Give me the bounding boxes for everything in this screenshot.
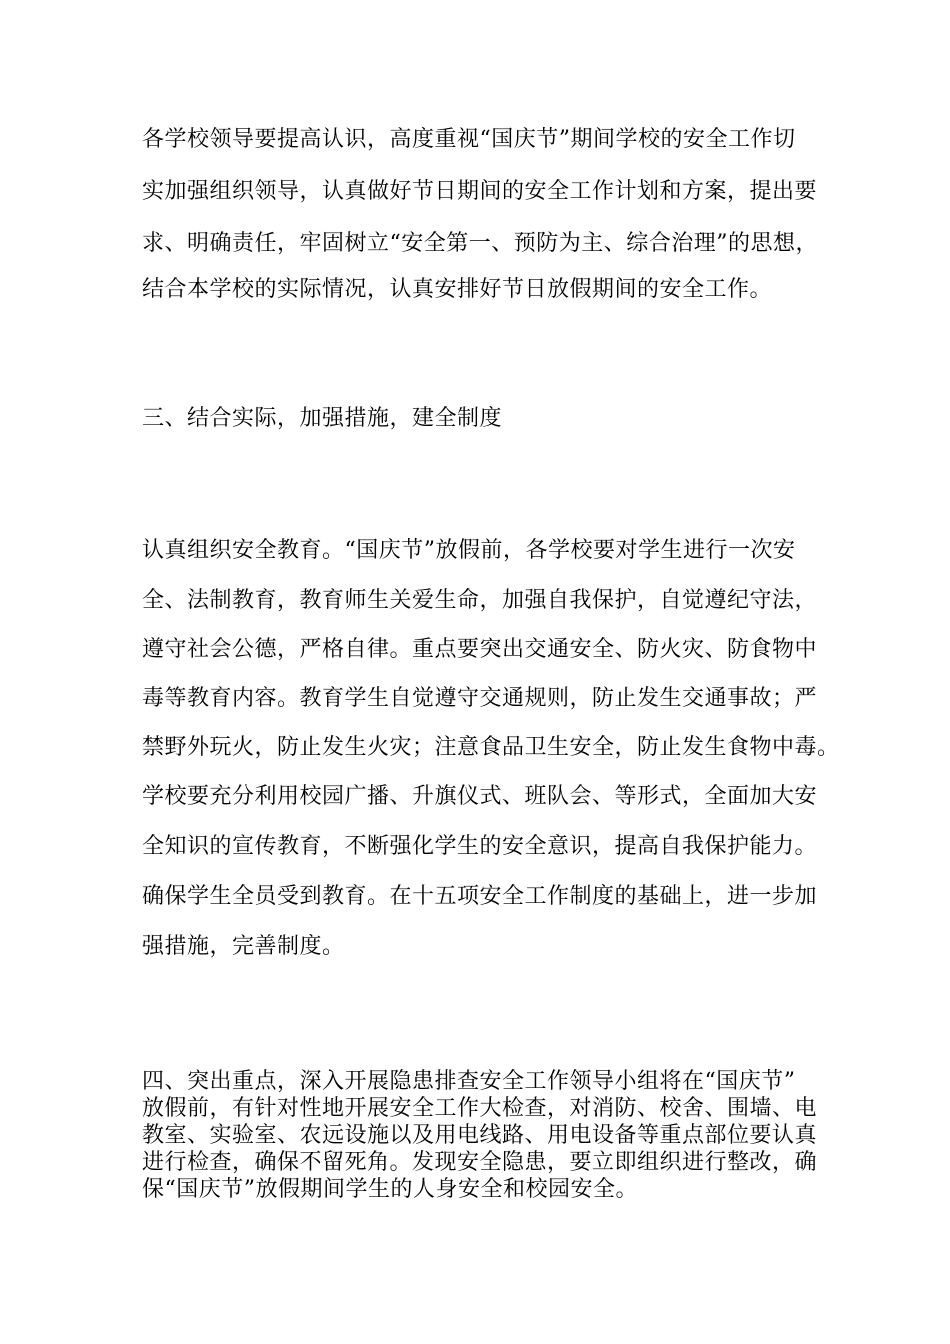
paragraph-1-line-1: 各学校领导要提高认识，高度重视“国庆节”期间学校的安全工作切 [142,127,796,152]
paragraph-2-line-3: 遵守社会公德，严格自律。重点要突出交通安全、防火灾、防食物中 [142,637,818,662]
paragraph-3-line-4: 进行检查，确保不留死角。发现安全隐患，要立即组织进行整改，确 [142,1150,818,1175]
paragraph-1-line-2: 实加强组织领导，认真做好节日期间的安全工作计划和方案，提出要 [142,179,818,204]
paragraph-2-line-2: 全、法制教育，教育师生关爱生命，加强自我保护，自觉遵纪守法， [142,588,818,613]
paragraph-2-line-4: 毒等教育内容。教育学生自觉遵守交通规则，防止发生交通事故；严 [142,686,818,711]
paragraph-2-line-1: 认真组织安全教育。“国庆节”放假前，各学校要对学生进行一次安 [142,538,796,563]
paragraph-3-line-1: 四、突出重点，深入开展隐患排查安全工作领导小组将在“国庆节” [142,1069,796,1094]
paragraph-1-line-4: 结合本学校的实际情况，认真安排好节日放假期间的安全工作。 [142,277,773,302]
paragraph-2-line-8: 确保学生全员受到教育。在十五项安全工作制度的基础上，进一步加 [142,884,818,909]
paragraph-3-line-5: 保“国庆节”放假期间学生的人身安全和校园安全。 [142,1177,638,1202]
paragraph-3-line-2: 放假前，有针对性地开展安全工作大检查，对消防、校舍、围墙、电 [142,1096,818,1121]
paragraph-2-line-7: 全知识的宣传教育，不断强化学生的安全意识，提高自我保护能力。 [142,834,818,859]
paragraph-2-line-6: 学校要充分利用校园广播、升旗仪式、班队会、等形式，全面加大安 [142,784,818,809]
section-heading-3: 三、结合实际，加强措施，建全制度 [142,406,503,431]
paragraph-2-line-9: 强措施，完善制度。 [142,934,345,959]
paragraph-1-line-3: 求、明确责任，牢固树立“安全第一、预防为主、综合治理”的思想， [142,231,818,256]
paragraph-3-line-3: 教室、实验室、农远设施以及用电线路、用电设备等重点部位要认真 [142,1123,818,1148]
paragraph-2-line-5: 禁野外玩火，防止发生火灾；注意食品卫生安全，防止发生食物中毒。 [142,735,840,760]
